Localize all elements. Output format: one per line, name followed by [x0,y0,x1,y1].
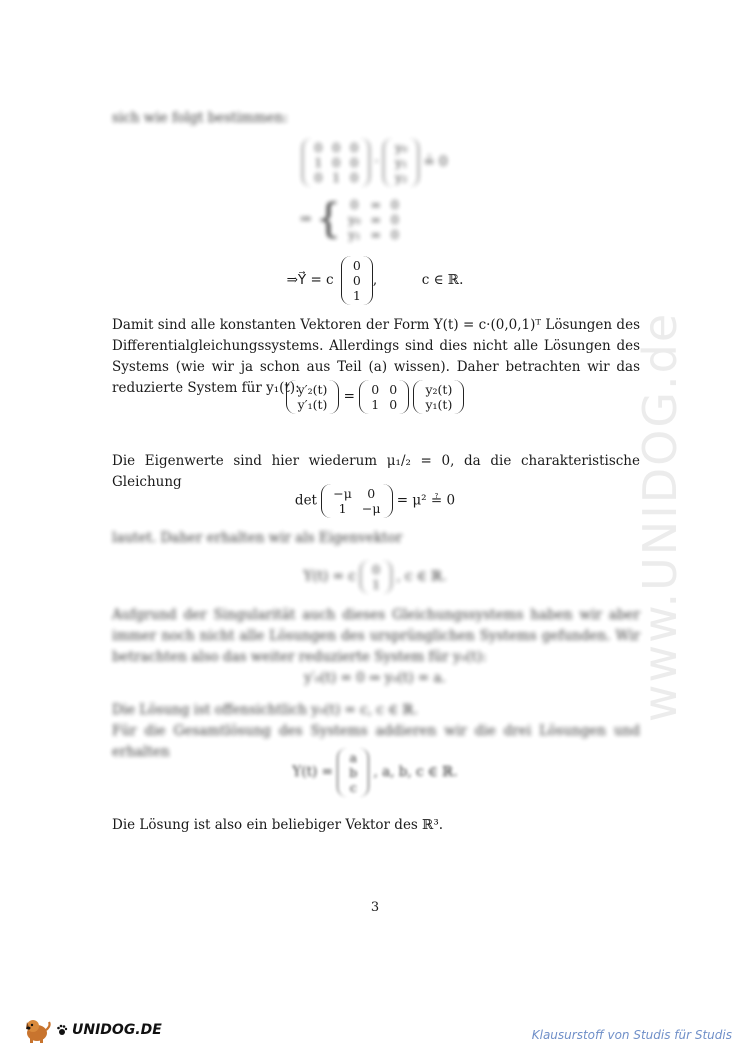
matrix-cell: 0 [314,170,323,185]
matrix-cell: 1 [371,397,380,412]
matrix-cell: 0 [352,258,361,273]
general-solution-lhs: Y(t) = [292,764,333,780]
matrix-cell: 0 [389,397,398,412]
matrix-cell: 0 [390,196,399,212]
matrix-cell: 0 [367,486,376,501]
det-label: det [294,492,317,509]
matrix-cell: y₂ [395,170,408,185]
characteristic-matrix [328,486,385,516]
matrix-cell: = [370,226,381,242]
matrix-cell: −μ [333,486,352,501]
matrix-cell: 0 [314,140,323,155]
matrix-cell: 0 [390,211,399,227]
matrix-cell: 0 [389,382,398,397]
matrix-cell: c [349,780,357,795]
footer-tagline: Klausurstoff von Studis für Studis [531,1028,732,1042]
matrix-cell: y₀ [348,211,361,227]
matrix-cell: y₂(t) [425,382,453,397]
paragraph-conclusion [112,815,640,836]
comma: , [372,272,378,288]
paragraph-text: Die Eigenwerte sind hier wiederum μ₁/₂ = 0, da die charakteristische Gleichung [112,453,640,490]
matrix-cell: 1 [372,577,381,592]
matrix-cell: −μ [361,501,381,516]
matrix-cell: 0 [352,273,361,288]
matrix-cell: 0 [350,155,359,170]
equals-sign: = [343,388,355,405]
reduced-matrix [366,382,402,412]
matrix-cell: b [349,765,358,780]
paw-icon [56,1024,68,1036]
matrix-cell: y₁ [395,155,408,170]
dog-logo-icon [22,1016,52,1044]
solution-vector [348,258,366,303]
matrix-cell: y′₂(t) [297,382,328,397]
paragraph-eigenvector-intro [112,528,640,549]
intro-line: sich wie folgt bestimmen: [112,110,288,126]
general-solution-vector [344,750,362,795]
matrix-cell: 1 [332,170,341,185]
matrix-cell: 1 [352,288,361,303]
footer-brand: UNIDOG.DE [72,1022,162,1038]
paragraph-text-a: Die Lösung ist offensichtlich y₀(t) = c, c ∈ ℝ. [112,702,418,718]
solution-prefix: ⇒Y⃗ = c [286,272,334,288]
paragraph-singularity [112,605,640,668]
paragraph-text-b: Für die Gesamtlösung des Systems addieren wir die drei Lösungen und erhalten [112,723,640,760]
matrix-cell: 0 [350,170,359,185]
matrix-cell: = [370,211,381,227]
equation-matrix-vector: 0 0 0 1 0 0 0 1 0 · y₀ y₁ y₂ ≟ 0 [0,138,750,187]
matrix-cell: 0 [371,382,380,397]
matrix-a [309,140,363,185]
matrix-cell: 0 [332,140,341,155]
matrix-cell: 0 [390,226,399,242]
matrix-cell: 1 [338,501,347,516]
matrix-cell: y₁(t) [425,397,453,412]
paragraph-text: Aufgrund der Singularität auch dieses Gleichungssystems haben wir aber immer noch nicht alle Lösungen des ursprünglichen Systems gefunden. Wir betrachten also das weiter reduzierte System für y₀(t): [112,607,640,665]
matrix-cell: 1 [314,155,323,170]
characteristic-rhs: = μ² ≟ 0 [396,492,456,509]
general-solution-domain: , a, b, c ∈ ℝ. [373,764,458,780]
implies-symbol: ⇒ [300,211,312,227]
derivative-vector [293,382,333,412]
eigenvector-lhs: Y(t) = c [303,568,356,585]
matrix-cell: a [349,750,357,765]
matrix-cell: 0 [350,140,359,155]
page-number: 3 [370,900,380,915]
footer-logo[interactable] [22,1016,162,1044]
vector-y [390,140,412,185]
system-rows [343,197,404,242]
matrix-cell: 0 [372,562,381,577]
eigenvector-domain: , c ∈ ℝ. [396,568,447,585]
paragraph-text: Die Lösung ist also ein beliebiger Vektor des ℝ³. [112,817,444,833]
matrix-cell: 0 [350,196,359,212]
equation-y0: y′₀(t) = 0 ⇒ y₀(t) = a. [304,670,446,686]
equation-system: ⇒ { 0 = 0 y₀ = 0 y₁ = 0 [300,196,404,242]
paragraph-text: lautet. Daher erhalten wir als Eigenvektor [112,530,403,546]
matrix-cell: y′₁(t) [297,397,328,412]
state-vector [420,382,457,412]
matrix-cell: y₀ [395,140,408,155]
matrix-cell: = [370,196,381,212]
matrix-cell: 0 [332,155,341,170]
watermark: www.UNIDOG.de [633,311,687,723]
eigenvector [367,562,385,592]
solution-domain: c ∈ ℝ. [421,272,464,288]
equation-rhs: ≟ 0 [423,154,448,170]
matrix-cell: y₁ [348,226,361,242]
paragraph-text: Damit sind alle konstanten Vektoren der Form Y(t) = c·(0,0,1)ᵀ Lösungen des Differentialgleichungssystems. Allerdings sind dies nicht alle Lösungen des Systems (wie wir ja schon aus Teil (a) wissen). Daher betrachten wir das reduzierte System für y₁(t): [112,317,640,396]
